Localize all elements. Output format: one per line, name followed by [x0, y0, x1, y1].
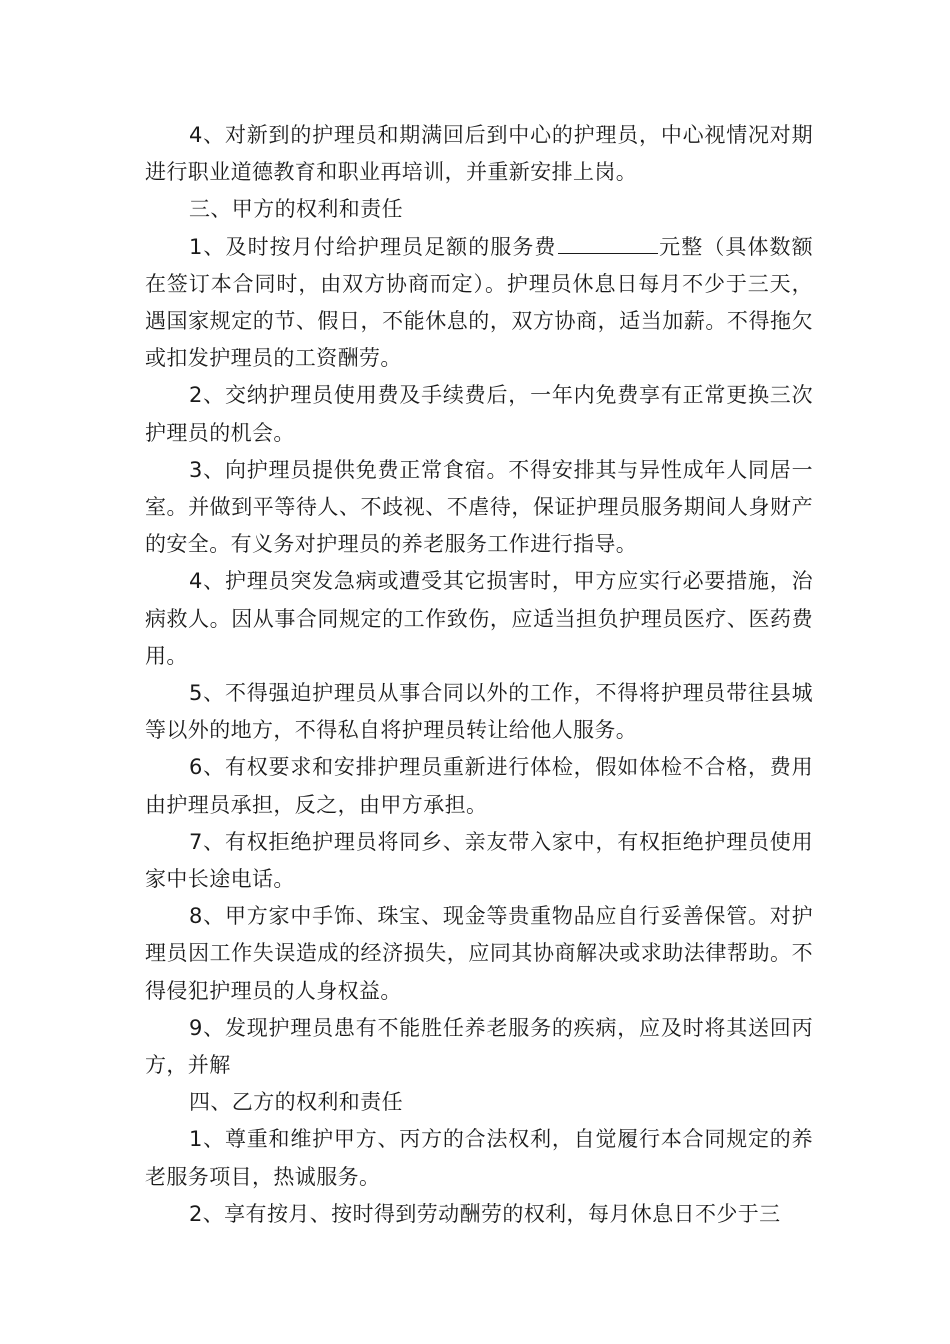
paragraph-b-1: 1、尊重和维护甲方、丙方的合法权利，自觉履行本合同规定的养老服务项目，热诚服务。: [145, 1127, 813, 1189]
paragraph-a-7: 7、有权拒绝护理员将同乡、亲友带入家中，有权拒绝护理员使用家中长途电话。: [145, 829, 813, 892]
paragraph-b-2: 2、享有按月、按时得到劳动酬劳的权利，每月休息日不少于三: [189, 1201, 781, 1226]
section-heading-party-a: 三、甲方的权利和责任: [189, 197, 403, 222]
paragraph-clause-4-training: 4、对新到的护理员和期满回后到中心的护理员，中心视情况对期进行职业道德教育和职业再培训，并重新安排上岗。: [145, 123, 813, 185]
paragraph-a-8: 8、甲方家中手饰、珠宝、现金等贵重物品应自行妥善保管。对护理员因工作失误造成的经济损失，应同其协商解决或求助法律帮助。不得侵犯护理员的人身权益。: [145, 904, 813, 1003]
fee-text-after: 元整（具体数额在签订本合同时，由双方协商而定）。护理员休息日每月不少于三天，遇国家规定的节、假日，不能休息的，双方协商，适当加薪。不得拖欠或扣发护理员的工资酬劳。: [145, 234, 813, 371]
document-body: [145, 117, 813, 1233]
paragraph-a-2: 2、交纳护理员使用费及手续费后，一年内免费享有正常更换三次护理员的机会。: [145, 383, 813, 445]
paragraph-a-1-service-fee: [145, 229, 813, 378]
paragraph-a-6: 6、有权要求和安排护理员重新进行体检，假如体检不合格，费用由护理员承担，反之，由甲方承担。: [145, 755, 813, 817]
paragraph-a-4: 4、护理员突发急病或遭受其它损害时，甲方应实行必要措施，治病救人。因从事合同规定的工作致伤，应适当担负护理员医疗、医药费用。: [145, 569, 813, 668]
paragraph-a-3: 3、向护理员提供免费正常食宿。不得安排其与异性成年人同居一室。并做到平等待人、不歧视、不虐待，保证护理员服务期间人身财产的安全。有义务对护理员的养老服务工作进行指导。: [145, 457, 813, 557]
section-heading-party-b: 四、乙方的权利和责任: [189, 1090, 403, 1115]
paragraph-a-5: 5、不得强迫护理员从事合同以外的工作，不得将护理员带往县城等以外的地方，不得私自将护理员转让给他人服务。: [145, 681, 813, 743]
paragraph-a-9: 9、发现护理员患有不能胜任养老服务的疾病，应及时将其送回丙方，并解: [145, 1015, 813, 1078]
fee-text-before: 1、及时按月付给护理员足额的服务费: [189, 234, 557, 259]
fee-amount-blank: [558, 233, 658, 254]
